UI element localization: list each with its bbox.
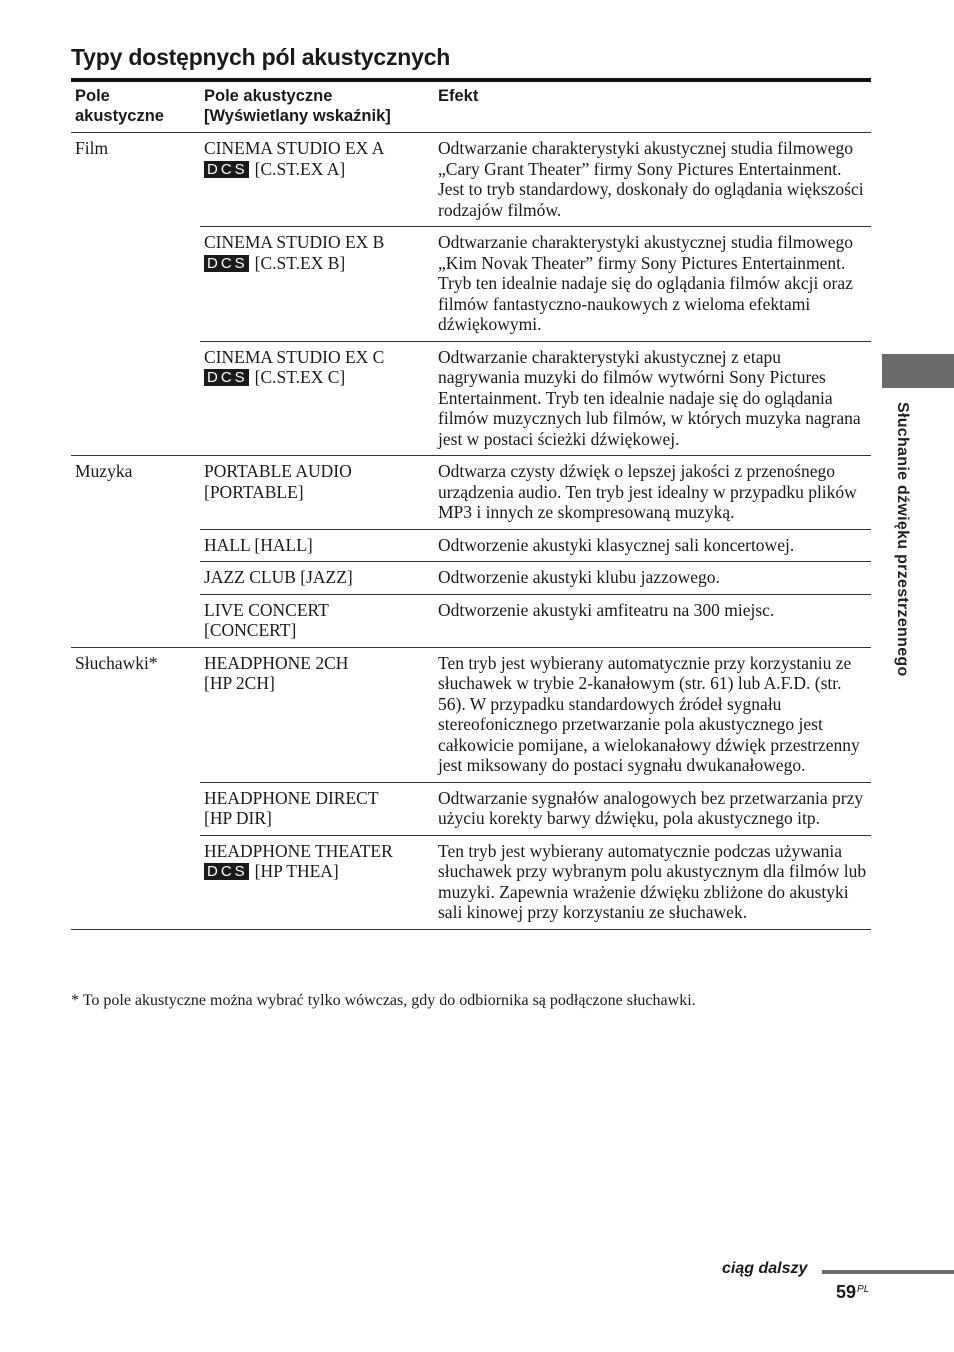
sound-field-name-cell — [200, 456, 434, 530]
sound-field-name-cell — [200, 133, 434, 227]
sound-field-name-cell — [200, 227, 434, 342]
section-tab-marker — [882, 354, 954, 388]
effect-description: Odtwarzanie sygnałów analogowych bez przetwarzania przy użyciu korekty barwy dźwięku, pola akustycznego itp. — [434, 782, 871, 835]
header-sound-field: Pole akustyczne — [71, 82, 200, 133]
continued-bar — [822, 1270, 954, 1274]
sound-field-name: JAZZ CLUB — [204, 567, 296, 587]
display-indicator: [C.ST.EX A] — [254, 158, 346, 179]
category-cell: Film — [71, 133, 200, 456]
effect-description: Odtwarzanie charakterystyki akustycznej studia filmowego „Kim Novak Theater” firmy Sony Pictures Entertainment. Tryb ten idealnie nadaje się do oglądania filmów akcji oraz filmów fantastyczno-naukowych z wieloma efektami dźwiękowymi. — [434, 227, 871, 342]
display-indicator: [C.ST.EX B] — [254, 252, 346, 273]
sound-field-name: HEADPHONE THEATER — [204, 840, 393, 861]
category-cell: Muzyka — [71, 456, 200, 648]
dcs-badge: DCS — [204, 369, 249, 386]
dcs-badge: DCS — [204, 255, 249, 272]
page-number-value: 59 — [836, 1282, 857, 1302]
display-indicator: [C.ST.EX C] — [254, 367, 346, 387]
category-cell: Słuchawki* — [71, 647, 200, 929]
effect-description: Ten tryb jest wybierany automatycznie przy korzystaniu ze słuchawek w trybie 2-kanałowym (str. 61) lub A.F.D. (str. 56). W przypadku standardowych źródeł sygnału stereofonicznego przetwarzanie pola akustycznego jest całkowicie pomijane, a wielokanałowy dźwięk przestrzenny jest miksowany do postaci sygnału dwukanałowego. — [434, 647, 871, 782]
sound-field-name: PORTABLE AUDIO — [204, 461, 352, 481]
dcs-badge: DCS — [204, 863, 249, 880]
page-number — [836, 1282, 869, 1303]
table-row — [71, 456, 871, 530]
header-effect: Efekt — [434, 82, 871, 133]
sound-field-table — [71, 82, 871, 930]
effect-description: Odtworzenie akustyki amfiteatru na 300 miejsc. — [434, 594, 871, 647]
display-indicator: [HALL] — [254, 534, 313, 555]
effect-description: Odtwarzanie charakterystyki akustycznej z etapu nagrywania muzyki do filmów wytwórni Sony Pictures Entertainment. Tryb ten idealnie nadaje się do oglądania filmów muzycznych lub filmów, w których muzyka nagrana jest w postaci ścieżki dźwiękowej. — [434, 341, 871, 456]
sound-field-name-cell — [200, 594, 434, 647]
header-sound-field-indicator — [200, 82, 434, 133]
table-body — [71, 133, 871, 930]
section-side-label: Słuchanie dźwięku przestrzennego — [894, 402, 911, 677]
effect-description: Odtwarzanie charakterystyki akustycznej studia filmowego „Cary Grant Theater” firmy Sony Pictures Entertainment. Jest to tryb standardowy, doskonały do oglądania większości rodzajów filmów. — [434, 133, 871, 227]
effect-description: Odtworzenie akustyki klubu jazzowego. — [434, 562, 871, 595]
sound-field-name-cell — [200, 341, 434, 456]
sound-field-name: HEADPHONE DIRECT — [204, 787, 379, 808]
effect-description: Ten tryb jest wybierany automatycznie podczas używania słuchawek przy wybranym polu akustycznym dla filmów lub muzyki. Zapewnia wrażenie dźwięku zbliżone do akustyki sali kinowej przy korzystaniu ze słuchawek. — [434, 835, 871, 929]
sound-field-name-cell — [200, 835, 434, 929]
table-row — [71, 133, 871, 227]
sound-field-name: CINEMA STUDIO EX C — [204, 346, 385, 367]
display-indicator: [PORTABLE] — [204, 481, 304, 502]
display-indicator: [JAZZ] — [300, 567, 353, 587]
page-number-suffix: PL — [857, 1284, 870, 1295]
continued-label: ciąg dalszy — [722, 1260, 808, 1277]
display-indicator: [HP 2CH] — [204, 673, 275, 693]
sound-field-name: HEADPHONE 2CH — [204, 652, 349, 673]
page-title: Typy dostępnych pól akustycznych — [71, 44, 451, 70]
header-col2-line2: [Wyświetlany wskaźnik] — [204, 107, 391, 125]
sound-field-name: CINEMA STUDIO EX B — [204, 232, 385, 252]
display-indicator: [CONCERT] — [204, 620, 297, 640]
display-indicator: [HP DIR] — [204, 808, 272, 828]
effect-description: Odtworzenie akustyki klasycznej sali koncertowej. — [434, 529, 871, 562]
sound-field-name-cell — [200, 529, 434, 562]
sound-field-name: LIVE CONCERT — [204, 599, 329, 620]
sound-field-name-cell — [200, 647, 434, 782]
effect-description: Odtwarza czysty dźwięk o lepszej jakości z przenośnego urządzenia audio. Ten tryb jest idealny w przypadku plików MP3 i innych ze skompresowaną muzyką. — [434, 456, 871, 530]
dcs-badge: DCS — [204, 161, 249, 178]
sound-field-name: HALL — [204, 534, 251, 555]
header-col2-line1: Pole akustyczne — [204, 87, 333, 105]
sound-field-name: CINEMA STUDIO EX A — [204, 138, 385, 158]
sound-field-name-cell — [200, 782, 434, 835]
display-indicator: [HP THEA] — [254, 861, 339, 881]
footnote: * To pole akustyczne można wybrać tylko wówczas, gdy do odbiornika są podłączone słuchawki. — [71, 992, 696, 1009]
sound-field-name-cell — [200, 562, 434, 595]
table-header-row — [71, 82, 871, 133]
table-row — [71, 647, 871, 782]
